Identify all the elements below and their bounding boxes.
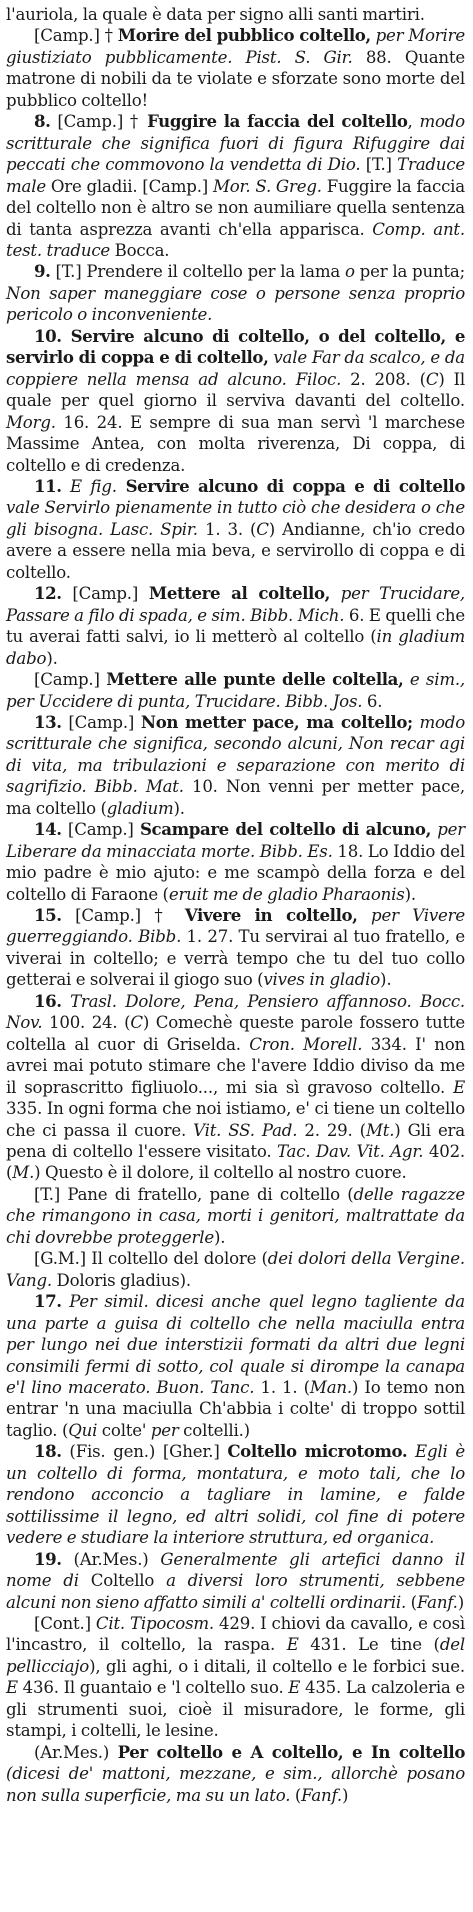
- italic-run: a diversi loro strumenti, sebbene alcuni non sieno affatto simili a' coltelli ordinarii.: [6, 1571, 465, 1612]
- italic-run: vale Far da scalco, e da coppiere nella mensa ad alcuno. Filoc.: [6, 348, 465, 389]
- italic-run: Cron. Morell.: [249, 1034, 363, 1054]
- italic-run: E: [453, 1077, 465, 1097]
- italic-run: C: [130, 1013, 143, 1033]
- text-run: ).: [380, 970, 392, 990]
- italic-run: Vit. SS. Pad.: [193, 1120, 298, 1140]
- italic-run: e sim., per Uccidere di punta, Trucidare. Bibb. Jos.: [6, 670, 465, 711]
- text-run: colte': [97, 1420, 151, 1440]
- text-run: [Camp.]: [34, 670, 107, 690]
- italic-run: M.: [12, 1163, 35, 1183]
- italic-run: Trasl. Dolore, Pena, Pensiero affannoso. Bocc. Nov.: [6, 991, 465, 1033]
- text-run: ).: [46, 648, 58, 668]
- text-run: 100. 24. (: [42, 1013, 131, 1033]
- text-run: ): [457, 1592, 465, 1612]
- text-run: 88. Quante matrone di nobili da te violate e sforzate sono morte del pubblico coltello!: [6, 47, 465, 110]
- italic-run: Comp. ant. test. traduce: [6, 219, 465, 260]
- italic-run: per Morire giustiziato pubblicamente. Pist. S. Gir.: [6, 26, 465, 67]
- entry-paragraph: [6, 1248, 465, 1291]
- italic-run: Traduce male: [6, 155, 466, 196]
- headword-run: Servire alcuno di coppa e di coltello: [116, 475, 466, 496]
- headword-run: 9.: [34, 261, 51, 282]
- italic-run: (dicesi de' mattoni, mezzane, e sim., allorchè posano non sulla superficie, ma su un lato.: [6, 1764, 465, 1805]
- entry-paragraph: [6, 905, 465, 991]
- italic-run: Man.: [309, 1378, 352, 1397]
- text-run: 334. I' non avrei mai potuto stimare che l'avere Iddio diviso da me il soprascritto figliuolo..., mi sia sì gravoso coltello.: [6, 1034, 465, 1097]
- italic-run: del pellicciajo: [6, 1635, 465, 1676]
- headword-run: Per coltello e A coltello, e In coltello: [117, 1741, 465, 1762]
- text-run: ,: [407, 112, 420, 132]
- italic-run: E: [288, 1678, 301, 1698]
- entry-paragraph: [6, 669, 465, 712]
- entry-paragraph: [6, 4, 465, 25]
- text-run: ).: [173, 798, 185, 818]
- entry-paragraph: [6, 712, 465, 819]
- italic-run: modo scritturale che significa, secondo alcuni, Non recar agi di vita, ma tribulazioni e separazione con merito di sagrifizio. Bibb. Mat.: [6, 712, 466, 797]
- headword-run: Coltello microtomo.: [227, 1441, 408, 1462]
- italic-run: Qui: [68, 1420, 98, 1440]
- italic-run: gladium: [106, 798, 174, 818]
- headword-run: 12.: [34, 583, 62, 604]
- text-run: [Cont.]: [34, 1613, 96, 1633]
- headword-run: 11.: [34, 475, 62, 496]
- text-run: l'auriola, la quale è data per signo alli santi martiri.: [6, 5, 425, 24]
- text-run: [T.] Prendere il coltello per la lama: [50, 262, 345, 282]
- text-run: 6.: [362, 691, 383, 711]
- headword-run: 16.: [34, 990, 62, 1011]
- text-run: [Camp.]: [61, 712, 141, 732]
- italic-run: Egli è un coltello di forma, montatura, e moto tali, che lo rendono acconcio a tagliare in lamine, e falde sottilissime il legno, ed altri solidi, col fine di potere vedere e studiare la interiore struttura, ed organica.: [6, 1442, 465, 1548]
- text-run: 429. I chiovi da cavallo, e così l'incastro, il coltello, la raspa.: [6, 1613, 465, 1655]
- entry-paragraph: [6, 991, 465, 1184]
- text-run: ) Comechè queste parole fossero tutte coltella al cuor di Griselda.: [6, 1013, 466, 1054]
- text-run: (: [290, 1785, 302, 1805]
- headword-run: 13.: [34, 711, 62, 732]
- entry-paragraph: [6, 1441, 465, 1548]
- text-run: [G.M.] Il coltello del dolore (: [34, 1249, 268, 1269]
- text-run: 1. 27. Tu servirai al tuo fratello, e viverai in coltello; e verrà tempo che tu del tuo collo getterai e solverai il giogo suo (: [6, 927, 465, 990]
- headword-run: 18.: [34, 1441, 62, 1462]
- text-run: ) Il quale per quel giorno il serviva davanti del coltello.: [6, 369, 466, 411]
- entry-paragraph: [6, 261, 465, 325]
- headword-run: Morire del pubblico coltello,: [117, 25, 371, 46]
- italic-run: o: [344, 262, 355, 282]
- text-run: [Camp.] †: [61, 906, 185, 926]
- headword-run: Vivere in coltello,: [184, 905, 358, 926]
- text-run: per la punta;: [354, 262, 465, 282]
- italic-run: per Liberare da minacciata morte. Bibb. Es.: [6, 820, 465, 861]
- italic-run: Generalmente gli artefici danno il nome di: [6, 1549, 465, 1591]
- italic-run: Cit. Tipocosm.: [95, 1613, 214, 1633]
- headword-run: Fuggire la faccia del coltello: [147, 111, 408, 132]
- text-run: 435. La calzoleria e gli strumenti suoi, cioè il misuradore, le forme, gli stampi, i coltelli, le lesine.: [6, 1678, 465, 1741]
- text-run: [T.]: [360, 155, 398, 175]
- italic-run: vale Servirlo pienamente in tutto ciò che desidera o che gli bisogna. Lasc. Spir.: [6, 498, 465, 539]
- text-run: coltelli.): [178, 1420, 250, 1440]
- text-run: ), gli aghi, o i ditali, il coltello e le forbici sue.: [89, 1656, 465, 1676]
- italic-run: dei dolori della Vergine. Vang.: [6, 1249, 465, 1290]
- headword-run: 14.: [34, 819, 62, 840]
- italic-run: Mt.: [365, 1120, 395, 1140]
- text-run: 18. Lo Iddio del mio padre è mio ajuto: e me scampò della forza e del coltello di Faraone (: [6, 841, 465, 904]
- entry-paragraph: [6, 1549, 465, 1613]
- text-run: ).: [214, 1227, 226, 1247]
- text-run: Bocca.: [110, 240, 170, 260]
- entry-paragraph: [6, 819, 465, 905]
- italic-run: E: [286, 1635, 299, 1655]
- italic-run: Fanf.: [301, 1785, 342, 1805]
- italic-run: C: [425, 369, 439, 389]
- italic-run: eruit me de gladio Pharaonis: [168, 884, 405, 904]
- text-run: ): [341, 1785, 349, 1805]
- headword-run: 10. Servire alcuno di coltello, o del coltello, e servirlo di coppa e di coltello,: [6, 325, 465, 368]
- text-run: 2. 208. (: [341, 369, 426, 389]
- italic-run: Per simil. dicesi anche quel legno tagliente da una parte a guisa di coltello che nella maciulla entra per lungo nei due interstizii formati da altri due legni consimili fermi di sotto, col quale si dirompe la canapa e'l lino macerato. Buon. Tanc.: [6, 1292, 465, 1397]
- headword-run: Scampare del coltello di alcuno,: [139, 819, 431, 840]
- text-run: 1. 3. (: [197, 519, 257, 539]
- text-run: 335. In ogni forma che noi istiamo, e' ci tiene un coltello che ci passa il cuore.: [6, 1099, 465, 1140]
- text-run: ) Andianne, ch'io credo avere a essere nella mia beva, e servirollo di coppa e di coltello.: [6, 519, 465, 582]
- text-run: (: [406, 1592, 417, 1612]
- italic-run: E fig.: [61, 476, 117, 496]
- entry-paragraph: [6, 111, 465, 261]
- headword-run: Mettere alle punte delle coltella,: [106, 669, 404, 690]
- text-run: [Camp.]: [61, 820, 140, 840]
- headword-run: Mettere al coltello,: [148, 583, 330, 604]
- italic-run: Non saper maneggiare cose o persone senza proprio pericolo o inconveniente.: [6, 283, 465, 325]
- text-run: Fuggire la faccia del coltello non è altro se non aumiliare quella sentenza di tanta asprezza avanti ch'ella apparisca.: [6, 176, 465, 239]
- entry-paragraph: [6, 326, 465, 476]
- entry-column: [6, 4, 465, 1806]
- italic-run: Mor. S. Greg.: [212, 176, 322, 196]
- entry-paragraph: [6, 1613, 465, 1742]
- italic-run: per Trucidare, Passare a filo di spada, e sim. Bibb. Mich.: [6, 584, 466, 625]
- text-run: Ore gladii. [Camp.]: [45, 176, 213, 196]
- italic-run: per Vivere guerreggiando. Bibb.: [6, 906, 466, 947]
- italic-run: Morg.: [6, 412, 56, 432]
- headword-run: 15.: [34, 905, 62, 926]
- italic-run: Fanf.: [416, 1592, 458, 1612]
- text-run: Coltello: [78, 1571, 167, 1591]
- entry-paragraph: [6, 1184, 465, 1248]
- italic-run: per: [150, 1420, 179, 1440]
- headword-run: Non metter pace, ma coltello;: [140, 711, 413, 732]
- text-run: 2. 29. (: [297, 1120, 366, 1140]
- italic-run: E: [6, 1678, 18, 1698]
- entry-paragraph: [6, 1291, 465, 1441]
- text-run: 402. (: [6, 1142, 465, 1183]
- text-run: [Camp.]: [61, 584, 149, 604]
- text-run: [Camp.] †: [34, 26, 118, 46]
- text-run: 1. 1. (: [254, 1378, 310, 1397]
- text-run: (Fis. gen.) [Gher.]: [61, 1442, 228, 1462]
- text-run: 436. Il guantaio e 'l coltello suo.: [17, 1678, 289, 1698]
- text-run: ) Questo è il dolore, il coltello al nostro cuore.: [34, 1163, 407, 1183]
- text-run: 10. Non venni per metter pace, ma coltello (: [6, 777, 465, 818]
- text-run: ) Gli era pena di coltello l'essere visitato.: [6, 1120, 465, 1162]
- italic-run: Tac. Dav. Vit. Agr.: [276, 1142, 424, 1162]
- entry-paragraph: [6, 25, 465, 111]
- headword-run: 19.: [34, 1548, 62, 1569]
- text-run: [T.] Pane di fratello, pane di coltello (: [34, 1184, 354, 1204]
- text-run: 6. E quelli che tu averai fatti salvi, io li metterò al coltello (: [6, 605, 465, 647]
- text-run: Doloris gladius).: [51, 1270, 191, 1290]
- text-run: 16. 24. E sempre di sua man servì 'l marchese Massime Antea, con molta riverenza, Di coppa, di coltello e di credenza.: [6, 412, 465, 475]
- text-run: ).: [404, 884, 416, 904]
- italic-run: delle ragazze che rimangono in casa, morti i genitori, maltrattate da chi dovrebbe proteggerle: [6, 1184, 465, 1247]
- entry-paragraph: [6, 1742, 465, 1806]
- italic-run: in gladium dabo: [6, 627, 465, 668]
- headword-run: 8.: [34, 111, 51, 132]
- text-run: (Ar.Mes.): [61, 1549, 161, 1569]
- italic-run: vives in gladio: [263, 970, 381, 990]
- entry-paragraph: [6, 476, 465, 583]
- italic-run: C: [256, 519, 269, 539]
- text-run: ) Io temo non entrar 'n una maciulla Ch'abbia i colte' di troppo sottil taglio. (: [6, 1378, 465, 1440]
- italic-run: modo scritturale che significa fuori di figura Rifuggire dai peccati che commovono la vendetta di Dio.: [6, 112, 465, 175]
- headword-run: 17.: [34, 1291, 62, 1312]
- text-run: 431. Le tine (: [298, 1635, 440, 1655]
- entry-paragraph: [6, 583, 465, 669]
- text-run: (Ar.Mes.): [34, 1742, 118, 1762]
- text-run: [Camp.] †: [50, 112, 148, 132]
